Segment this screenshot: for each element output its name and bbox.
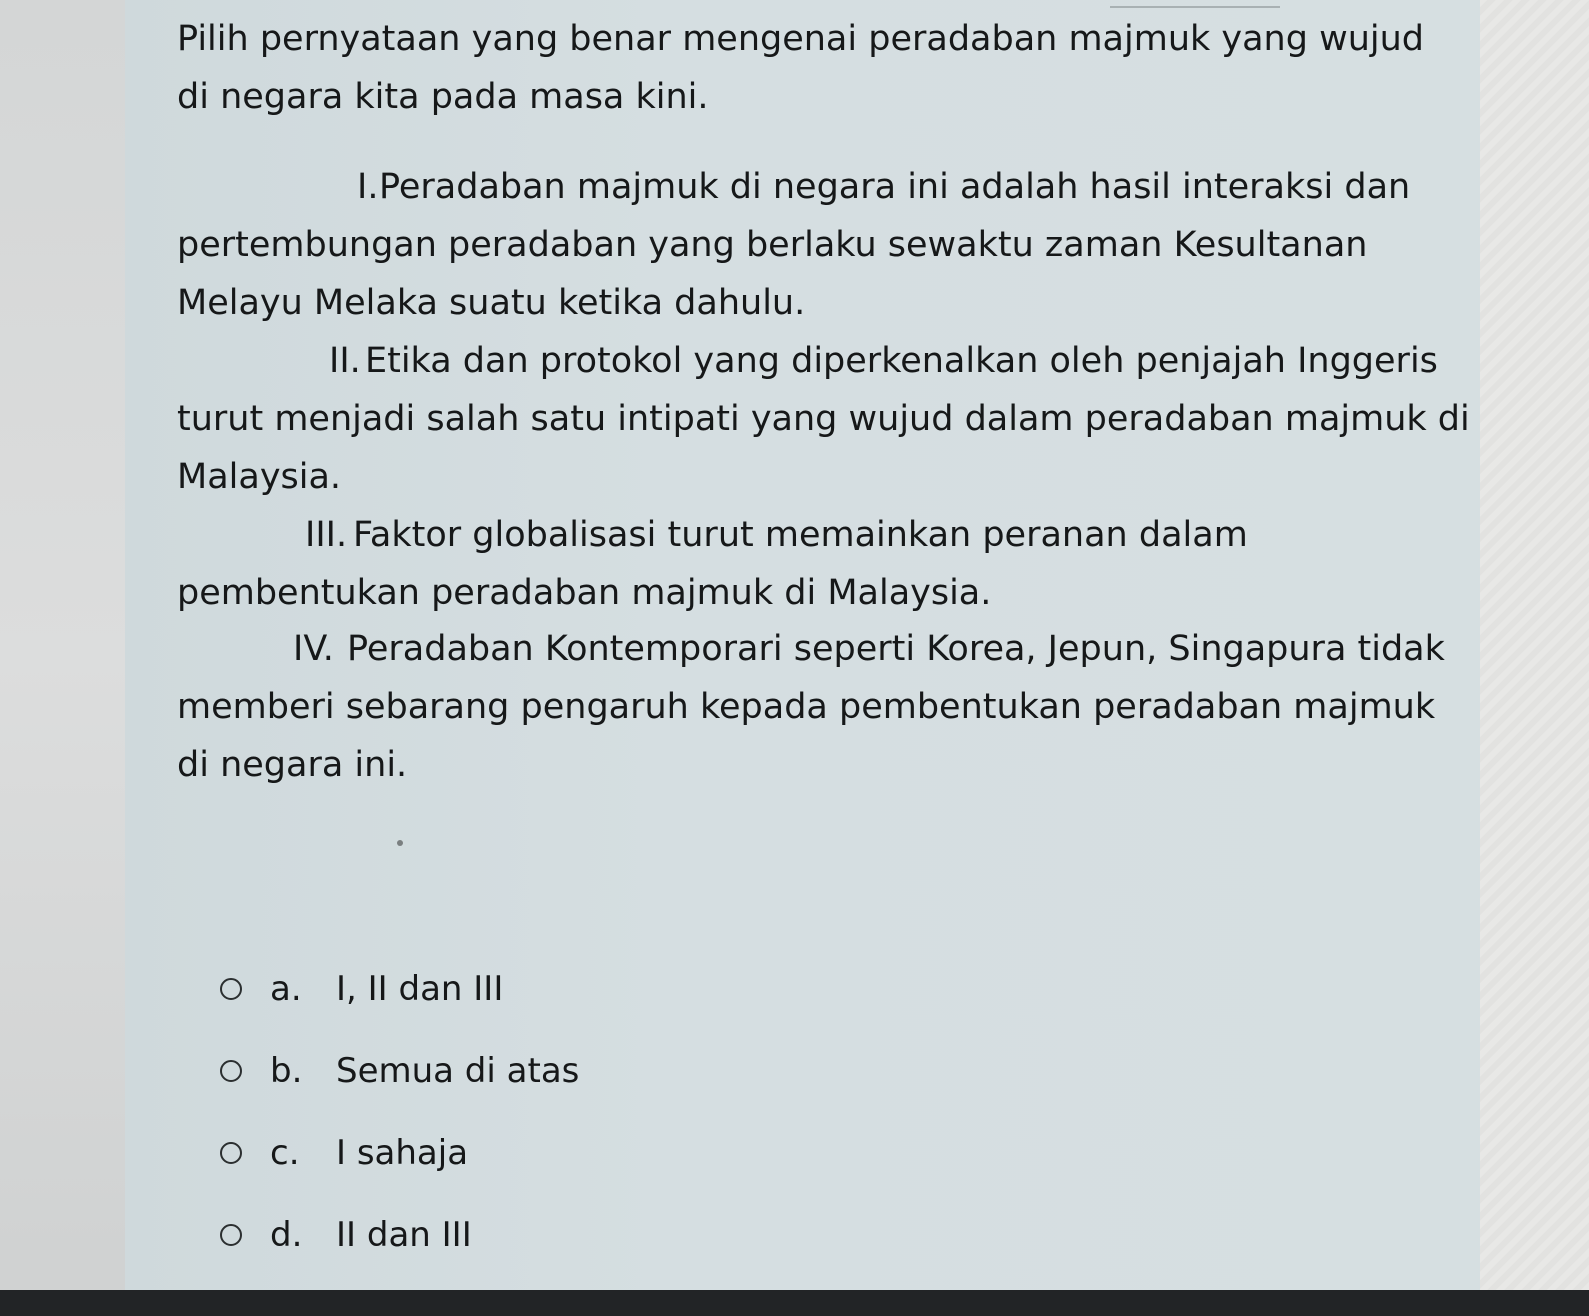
- statement-numeral: IV.: [293, 629, 334, 669]
- stray-dot: [397, 840, 403, 846]
- card-top-divider: [1110, 0, 1280, 8]
- statement-text: Peradaban Kontemporari seperti Korea, Jepun, Singapura tidak memberi sebarang pengaruh kepada pembentukan peradaban majmuk di negara ini.: [177, 629, 1445, 785]
- option-text: I sahaja: [336, 1133, 469, 1173]
- answer-options: [220, 948, 1020, 1276]
- option-a[interactable]: [220, 948, 1020, 1030]
- option-letter: b.: [270, 1051, 303, 1091]
- option-letter: a.: [270, 969, 302, 1009]
- left-background: [0, 0, 130, 1316]
- statement-text: Etika dan protokol yang diperkenalkan oleh penjajah Inggeris turut menjadi salah satu intipati yang wujud dalam peradaban majmuk di Malaysia.: [177, 341, 1470, 497]
- option-c[interactable]: [220, 1112, 1020, 1194]
- radio-button-b[interactable]: [220, 1060, 242, 1082]
- option-text: Semua di atas: [336, 1051, 580, 1091]
- statement-text: Peradaban majmuk di negara ini adalah hasil interaksi dan pertembungan peradaban yang berlaku sewaktu zaman Kesultanan Melayu Melaka suatu ketika dahulu.: [177, 167, 1411, 323]
- radio-button-c[interactable]: [220, 1142, 242, 1164]
- monitor-bezel: [0, 1290, 1589, 1316]
- statement-4: [177, 620, 1477, 794]
- option-b[interactable]: [220, 1030, 1020, 1112]
- statement-2: [177, 332, 1477, 506]
- statement-numeral: II.: [329, 341, 361, 381]
- option-letter: d.: [270, 1215, 303, 1255]
- option-d[interactable]: [220, 1194, 1020, 1276]
- statement-1: [177, 158, 1477, 332]
- question-text: Pilih pernyataan yang benar mengenai peradaban majmuk yang wujud di negara kita pada masa kini.: [177, 19, 1425, 117]
- statement-3: [177, 506, 1477, 622]
- option-text: I, II dan III: [336, 969, 504, 1009]
- statement-numeral: III.: [305, 515, 348, 555]
- option-text: II dan III: [336, 1215, 472, 1255]
- right-background: [1479, 0, 1589, 1316]
- radio-button-d[interactable]: [220, 1224, 242, 1246]
- statement-numeral: I.: [357, 167, 379, 207]
- question-card: [125, 0, 1480, 1290]
- option-letter: c.: [270, 1133, 300, 1173]
- statement-text: Faktor globalisasi turut memainkan peranan dalam pembentukan peradaban majmuk di Malaysia.: [177, 515, 1248, 613]
- radio-button-a[interactable]: [220, 978, 242, 1000]
